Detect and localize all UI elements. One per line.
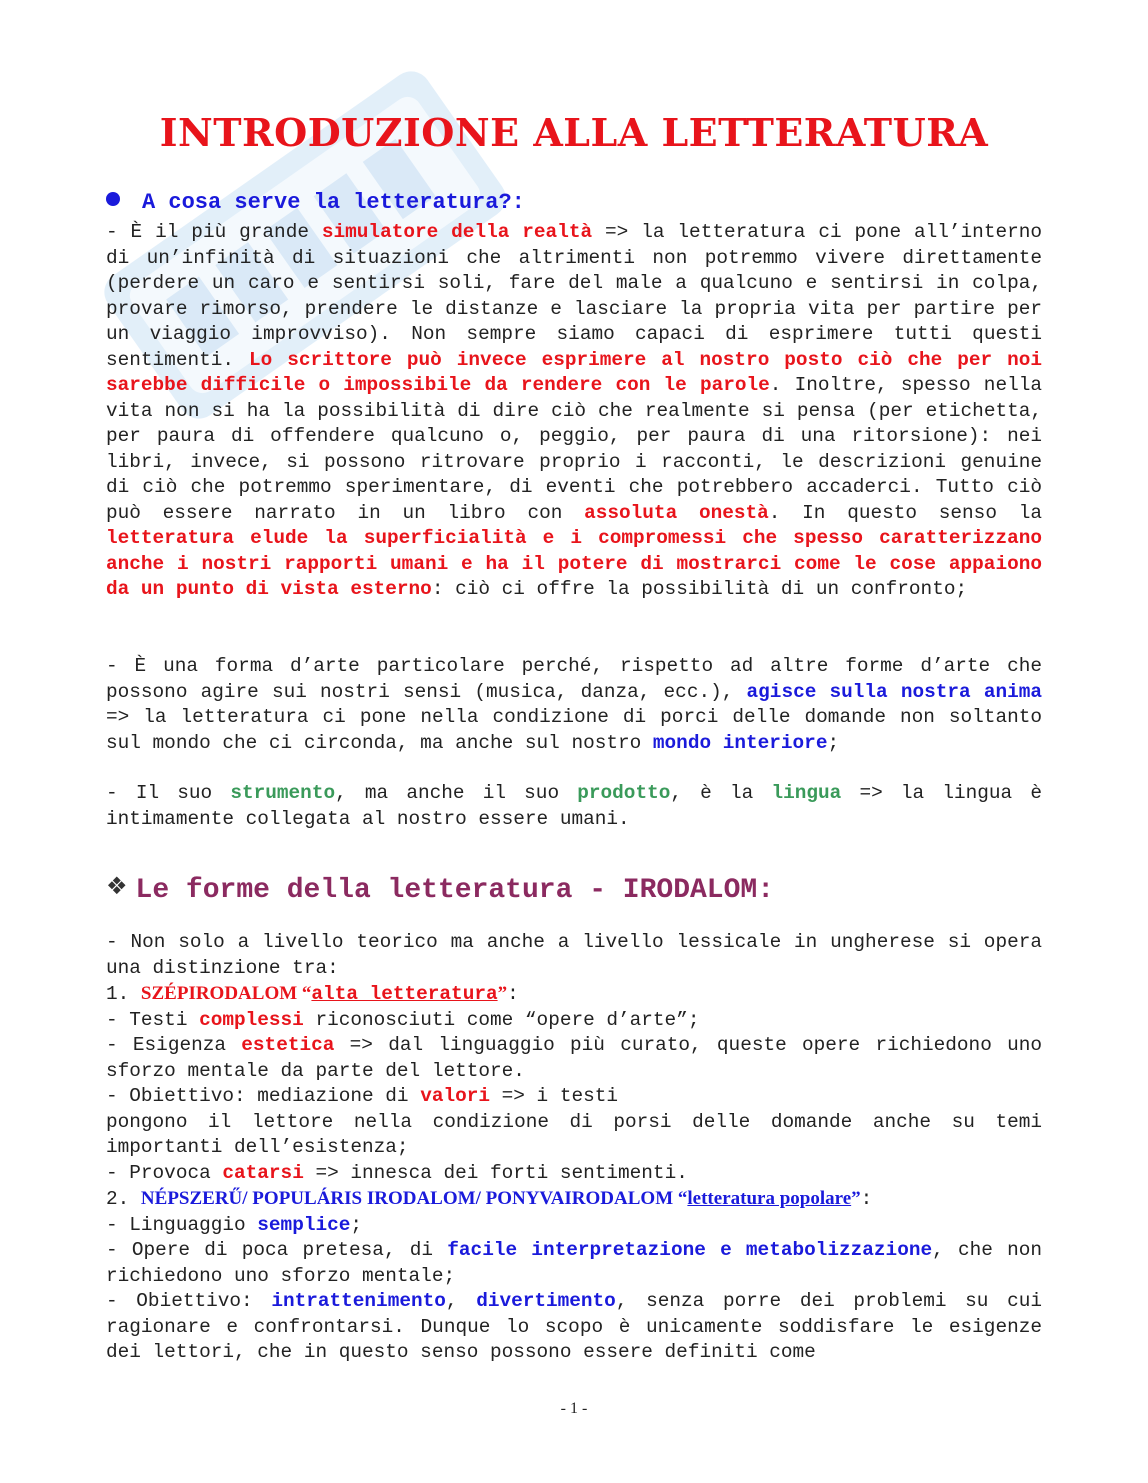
text-run: ; [827, 731, 840, 754]
page-number: - 1 - [560, 1400, 588, 1417]
highlighted-text: divertimento [476, 1290, 616, 1312]
text-run: 2. [106, 1188, 141, 1210]
text-run: - Esigenza [106, 1034, 242, 1056]
text-run: riconosciuti come “opere d’arte”; [303, 1008, 700, 1031]
section2-line [106, 1213, 1042, 1239]
highlighted-text: valori [420, 1085, 491, 1107]
text-run: - Opere di poca pretesa, di [106, 1239, 448, 1261]
highlighted-text: NÉPSZERŰ/ POPULÁRIS IRODALOM/ PONYVAIRODALOM “ [140, 1188, 688, 1209]
highlighted-text: lingua [771, 782, 842, 804]
text-run: - Linguaggio [106, 1213, 258, 1236]
section2-line [106, 1238, 1042, 1289]
highlighted-text: agisce sulla nostra anima [746, 680, 1042, 703]
highlighted-text: alta letteratura [311, 983, 498, 1005]
section2-line [106, 1161, 1042, 1187]
section-heading-a-cosa-serve [106, 190, 525, 215]
section2-line [106, 930, 1042, 981]
section-heading-text: Le forme della letteratura - IRODALOM: [135, 875, 775, 906]
highlighted-text: catarsi [222, 1161, 304, 1184]
text-run: : [507, 983, 519, 1005]
highlighted-text: facile interpretazione e metabolizzazione [447, 1239, 933, 1261]
highlighted-text: semplice [257, 1213, 351, 1236]
text-run: - Il suo [106, 782, 231, 804]
text-run: ; [350, 1213, 363, 1236]
text-run: . Inoltre, spesso nella vita non si ha la possibilità di dire ciò che realmente si pensa (per etichetta, per paura di offendere qualcuno o, peggio, per paura di una ritorsione): nei libri, invece, si possono ritrovare proprio i racconti, le descrizioni genuine di ciò che potremmo sperimentare, di eventi che potrebbero accaderci. Tutto ciò può essere narrato in un libro con [106, 374, 1042, 524]
text-run: - Testi [106, 1008, 200, 1031]
highlighted-text: intrattenimento [271, 1290, 446, 1312]
text-run: - Obiettivo: [106, 1290, 272, 1312]
page-title: INTRODUZIONE ALLA LETTERATURA [159, 110, 989, 155]
section-heading-forme [106, 872, 774, 906]
text-run: => la letteratura ci pone all’interno di un’infinità di situazioni che altrimenti non potremmo vivere direttamente (perdere un caro e sentirsi soli, fare del male a qualcuno e sentirsi in colpa, provare rimorso, prendere le distanze e lasciare la propria vita per partire per un viaggio improvviso). Non sempre siamo capaci di esprimere tutti questi sentimenti. [106, 221, 1043, 371]
highlighted-text: letteratura elude la superficialità e i compromessi che spesso caratterizzano anche i nostri rapporti umani e ha il potere di mostrarci come le cose appaiono da un punto di vista esterno [106, 527, 1042, 600]
section2-line [106, 1110, 1042, 1161]
highlighted-text: assoluta onestà [584, 501, 769, 524]
text-run: - Obiettivo: mediazione di [106, 1085, 421, 1107]
section2-body [106, 930, 1042, 1366]
text-run: => i testi [490, 1085, 619, 1107]
section2-line [106, 1033, 1042, 1084]
text-run: . In questo senso la [768, 501, 1042, 524]
text-run: 1. [106, 983, 141, 1005]
highlighted-text: Lo scrittore può invece esprimere al nostro posto ciò che per noi sarebbe difficile o impossibile da rendere con le parole [106, 348, 1042, 396]
section2-line [106, 1186, 1042, 1213]
section2-line [106, 981, 1042, 1008]
text-run: => dal linguaggio più curato, queste opere richiedono uno sforzo mentale da parte del lettore. [106, 1034, 1043, 1082]
section2-line [106, 1289, 1042, 1366]
text-run: - Non solo a livello teorico ma anche a livello lessicale in ungherese si opera una distinzione tra: [106, 931, 1042, 979]
highlighted-text: SZÉPIRODALOM “ [140, 983, 312, 1004]
paragraph-2 [106, 654, 1042, 756]
highlighted-text: estetica [241, 1034, 335, 1056]
text-run: - È il più grande [106, 221, 322, 243]
highlighted-text: simulatore della realtà [321, 221, 593, 243]
highlighted-text: ” [851, 1188, 861, 1209]
section2-line [106, 1008, 1042, 1034]
highlighted-text: ” [497, 983, 508, 1004]
highlighted-text: complessi [199, 1008, 304, 1031]
section2-line [106, 1084, 1042, 1110]
paragraph-3 [106, 781, 1042, 832]
text-run: pongono il lettore nella condizione di porsi delle domande anche su temi importanti dell’esistenza; [106, 1110, 1042, 1158]
text-run: => la lingua è intimamente collegata al nostro essere umani. [106, 782, 1042, 830]
bullet-dot-icon [106, 192, 120, 206]
text-run: , ma anche il suo [335, 782, 578, 804]
text-run: : [860, 1188, 873, 1210]
highlighted-text: prodotto [577, 782, 671, 804]
text-run: => innesca dei forti sentimenti. [303, 1161, 688, 1184]
text-run: , senza porre dei problemi su cui ragionare e confrontarsi. Dunque lo scopo è unicamente soddisfare le esigenze dei lettori, che in questo senso possono essere definiti come [106, 1290, 1042, 1363]
text-run: , che non richiedono uno sforzo mentale; [106, 1239, 1042, 1287]
text-run: , [445, 1290, 477, 1312]
text-run: - Provoca [106, 1161, 223, 1184]
text-run: - È una forma d’arte particolare perché, rispetto ad altre forme d’arte che possono agire sui nostri sensi (musica, danza, ecc.), [106, 655, 1042, 703]
text-run: => la letteratura ci pone nella condizione di porci delle domande non soltanto sul mondo che ci circonda, ma anche sul nostro [106, 706, 1042, 754]
four-diamond-icon: ❖ [106, 872, 128, 900]
highlighted-text: strumento [230, 782, 336, 804]
text-run: , è la [670, 782, 772, 804]
paragraph-1 [106, 220, 1042, 603]
highlighted-text: letteratura popolare [687, 1188, 852, 1209]
highlighted-text: mondo interiore [652, 731, 828, 754]
text-run: : ciò ci offre la possibilità di un confronto; [431, 578, 968, 600]
section-heading-text: A cosa serve la letteratura?: [142, 190, 525, 215]
